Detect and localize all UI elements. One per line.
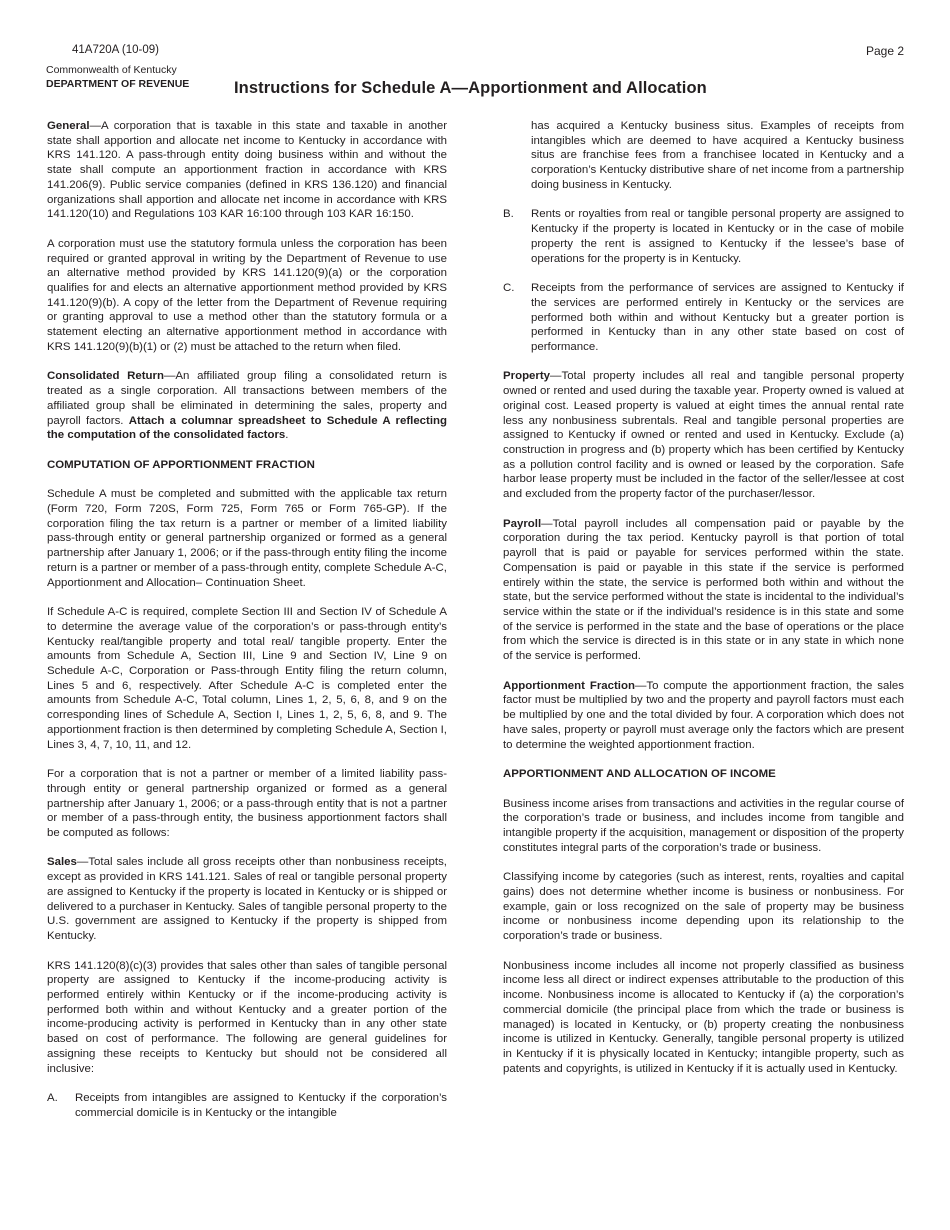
list-item-label: B.: [503, 208, 514, 221]
krs-paragraph: KRS 141.120(8)(c)(3) provides that sales other than sales of tangible personal property are assigned to Kentucky if the income-producing activity is performed entirely within Kentucky or if the income-producing activity is performed both within and without Kentucky and a greater portion of the income-producing activity is performed in Kentucky than in any other state based on cost of performance. The following are general guidelines for assigning these receipts to Kentucky but should not be considered all inclusive:: [47, 959, 447, 1075]
left-column: [47, 119, 447, 1135]
list-item-c: [503, 281, 904, 355]
general-paragraph: General—A corporation that is taxable in this state and taxable in another state shall apportion and allocate net income to Kentucky in accordance with KRS 141.120. A pass-through entity doing business within and without the state shall compute an apportionment fraction in accordance with KRS 141.206(9). Public service companies (defined in KRS 136.120) and financial organizations shall apportion and allocate net income in accordance with KRS 141.120(10) and Regulations 103 KAR 16:100 through 103 KAR 16:150.: [47, 120, 447, 221]
list-item-a-continued: has acquired a Kentucky business situs. Examples of receipts from intangibles which are deemed to have acquired a Kentucky business situs are franchise fees from a franchisee located in Kentucky and a corporation’s Kentucky distributive share of net income from a partnership doing business in Kentucky.: [531, 120, 904, 191]
classifying-paragraph: Classifying income by categories (such as interest, rents, royalties and capital gains) does not determine whether income is business or nonbusiness. For example, gain or loss recognized on the sale of property may be business income or nonbusiness income depending upon its relationship to the corporation’s trade or business.: [503, 871, 904, 943]
right-column: [503, 119, 904, 1091]
list-item-label: A.: [47, 1092, 58, 1105]
list-item-text: Rents or royalties from real or tangible personal property are assigned to Kentucky if the property is located in Kentucky or in the case of mobile property the rent is assigned to Kentucky if the lessee’s base of operations for the property is in Kentucky.: [531, 208, 904, 265]
computation-heading: COMPUTATION OF APPORTIONMENT FRACTION: [47, 458, 315, 471]
statutory-paragraph: A corporation must use the statutory formula unless the corporation has been required or granted approval in writing by the Department of Revenue to use an alternative method provided by KRS 141.120(9)(a) or the corporation qualifies for and elects an alternative apportionment method provided by KRS 141.120(9)(b). A copy of the letter from the Department of Revenue requiring or granting approval to use a method other than the statutory formula or a statement electing an alternative apportionment method in accordance with KRS 141.120(9)(b)(1) or (2) must be attached to the return when filed.: [47, 237, 447, 353]
agency-department: DEPARTMENT OF REVENUE: [46, 78, 190, 90]
page-number: Page 2: [866, 44, 905, 58]
sales-paragraph: Sales—Total sales include all gross receipts other than nonbusiness receipts, except as provided in KRS 141.121. Sales of real or tangible personal property are assigned to Kentucky if the property is located in Kentucky or is shipped or delivered to a purchaser in Kentucky. Sales of tangible personal property to the U.S. government are assigned to Kentucky if the property is shipped from Kentucky.: [47, 856, 447, 943]
allocation-heading: APPORTIONMENT AND ALLOCATION OF INCOME: [503, 768, 776, 781]
payroll-label: Payroll: [503, 517, 542, 530]
schedule-a-paragraph: Schedule A must be completed and submitted with the applicable tax return (Form 720, Form 720S, Form 725, Form 765 or Form 765-GP). If the corporation filing the tax return is a partner or member of a limited liability pass-through entity or general partnership organized or formed as a general partnership after January 1, 2006; or if the pass-through entity filing the income return is a partner or member of a pass-through entity, complete Schedule A-C, Apportionment and Allocation– Continuation Sheet.: [47, 488, 447, 589]
property-paragraph: Property—Total property includes all real and tangible personal property owned or rented and used during the taxable year. Property owned is valued at original cost. Leased property is valued at eight times the annual rental rate less any nonbusiness subrentals. Real and tangible personal properties are assigned to Kentucky if owned or rented and used in Kentucky. Exclude (a) construction in progress and (b) property which has been certified by Kentucky as a pollution control facility and is owned or leased by the corporation. Safe harbor lease property must be included in the factor of the seller/lessee at cost and excluded from the property factor of the purchaser/lessor.: [503, 370, 904, 501]
payroll-paragraph: Payroll—Total payroll includes all compensation paid or payable by the corporation during the tax period. Kentucky payroll is that portion of total payroll that is paid or payable for services performed within the state. Compensation is paid or payable in this state if the service is performed entirely within the state, the service is performed both within and without the state, but the service performed without the state is incidental to the individual’s service within the state or if the individual’s residence is in this state and some of the service is performed in the state and the base of operations or the place from which the service is directed is in this state or in any state in which none of the service is performed.: [503, 517, 904, 663]
agency-state: Commonwealth of Kentucky: [46, 64, 177, 76]
fraction-paragraph: Apportionment Fraction—To compute the apportionment fraction, the sales factor must be multiplied by two and the property and payroll factors must each be multiplied by one and the total divided by four. A corporation which does not have sales, property or payroll must average only the factors which are present to determine the weighted apportionment fraction.: [503, 679, 904, 751]
form-number: 41A720A (10-09): [72, 44, 159, 56]
list-item-b: [503, 207, 904, 266]
page-title: Instructions for Schedule A—Apportionment and Allocation: [234, 79, 707, 97]
general-label: General: [47, 120, 90, 132]
consolidated-paragraph: Consolidated Return—An affiliated group filing a consolidated return is treated as a single corporation. All transactions between members of the affiliated group shall be eliminated in determining the sales, property and payroll factors. Attach a columnar spreadsheet to Schedule A reflecting the computation of the consolidated factors.: [47, 370, 447, 442]
property-label: Property: [503, 370, 551, 383]
list-item-label: C.: [503, 282, 515, 295]
not-partner-paragraph: For a corporation that is not a partner or member of a limited liability pass-through entity or general partnership organized or formed as a general partnership after January 1, 2006; or a pass-through entity that is not a partner or member of a pass-through entity, the business apportionment factors shall be computed as follows:: [47, 768, 447, 839]
list-item-text: Receipts from intangibles are assigned to Kentucky if the corporation’s commercial domicile is in Kentucky or the intangible: [75, 1092, 447, 1119]
list-item-a: [47, 1091, 447, 1120]
sales-label: Sales: [47, 856, 77, 869]
list-item-text: Receipts from the performance of services are assigned to Kentucky if the services are performed entirely in Kentucky or the services are performed both within and without Kentucky but a greater portion is performed in Kentucky than in any other state based on cost of performance.: [531, 282, 904, 353]
nonbusiness-paragraph: Nonbusiness income includes all income not properly classified as business income less all direct or indirect expenses attributable to the production of this income. Nonbusiness income is allocated to Kentucky if (a) the corporation’s commercial domicile (the principal place from which the trade or business is managed) is located in Kentucky, or (b) property creating the nonbusiness income is utilized in Kentucky. Generally, tangible personal property is utilized in Kentucky if it is physically located in Kentucky; intangible property, such as patents and copyrights, is utilized in Kentucky if it is actually used in Kentucky.: [503, 959, 904, 1075]
schedule-ac-paragraph: If Schedule A-C is required, complete Section III and Section IV of Schedule A to determine the average value of the corporation’s or pass-through entity’s Kentucky real/tangible property and total real/ tangible property. Enter the amounts from Schedule A, Section III, Line 9 and Section IV, Line 9 on Schedule A-C, Corporation or Pass-through Entity filing the return column, Lines 5 and 6, respectively. After Schedule A-C is completed enter the amounts from Schedule A-C, Total column, Lines 1, 2, 5, 6, 8, and 9 on the corresponding lines of Schedule A, Section I, Lines 1, 2, 5, 6, 8, and 9. The apportionment fraction is then determined by completing Schedule A, Section I, Lines 3, 4, 7, 10, 11, and 12.: [47, 606, 447, 751]
business-income-paragraph: Business income arises from transactions and activities in the regular course of the corporation’s trade or business, and includes income from tangible and intangible property if the acquisition, management or disposition of the property constitutes integral parts of the corporation’s trade or business.: [503, 797, 904, 854]
consolidated-label: Consolidated Return: [47, 370, 164, 383]
fraction-label: Apportionment Fraction: [503, 679, 635, 692]
